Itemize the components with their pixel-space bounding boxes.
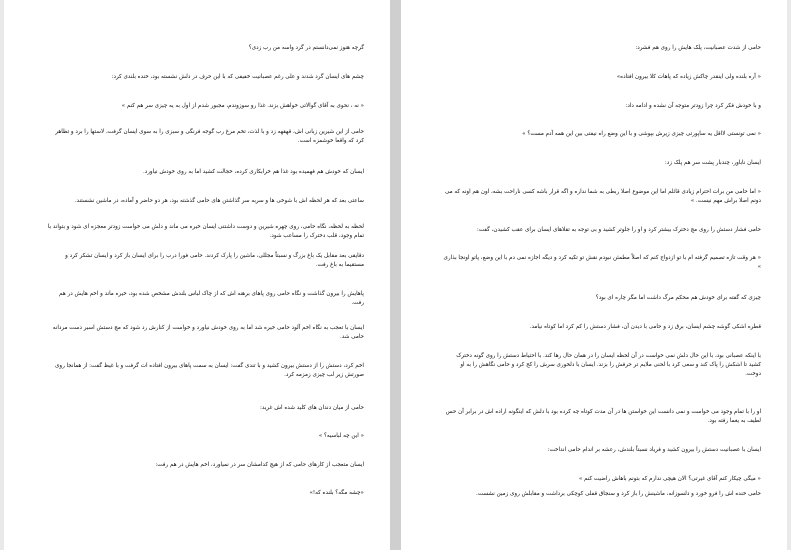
paragraph: ایسان با تعجب به نگاه اخم آلود حامی خیره شد اما به روی خودش نیاورد و خواست از کنارش رد شود که مچ دستش اسیر دست مردانه حامی شد. bbox=[52, 325, 364, 340]
paragraph: قطره اشکی گوشه چشم ایسان، برق زد و حامی با دیدن آن، فشار دستش را کم کرد اما کوتاه نیامد. bbox=[529, 324, 761, 330]
paragraph: « این چه لباسیه؟ » bbox=[318, 433, 364, 439]
paragraph: چشم های ایسان گرد شدند و علی رغم عصبانیت خفیفی که با این حرف در دلش نشسته بود، خنده بلندی کرد: bbox=[111, 74, 364, 80]
paragraph: و با خودش فکر کرد چرا زودتر متوجه آن نشده و ادامه داد: bbox=[625, 103, 761, 109]
paragraph: ایسان متعجب از کارهای حامی که از هیچ کدامشان سر در نمیاورد، اخم هایش در هم رفت: bbox=[155, 462, 364, 468]
paragraph: « میگی چیکار کنم آقای غیرتی؟ الان هیچی ندارم که بتونم باهاش راضیت کنم » bbox=[578, 476, 761, 482]
left-page bbox=[4, 0, 390, 550]
paragraph: حامی از میان دندان های کلید شده اش غرید: bbox=[260, 405, 364, 411]
paragraph: « آره بلنده ولی اینقدر چاکش زیاده که پاهات کلا بیرون افتاده» bbox=[616, 74, 761, 80]
paragraph: لحظه به لحظه، نگاه حامی، روی چهره شیرین و دوست داشتنی ایسان خیره می ماند و دلش می خواست زودتر معجزه ای شود و بتواند با تمام وجود، قلب دخترک را مساعب شود. bbox=[47, 224, 364, 239]
paragraph: دقایقی بعد مقابل یک باغ بزرگ و نسبتاً مجللی، ماشین را پارک کردند. حامی فورا درب را برای ایسان باز کرد و ایسان تشکر کرد و مستقیما به باغ رفت. bbox=[65, 253, 364, 268]
paragraph: چیزی که گفته برای خودش هم محکم مرگ داشت اما مگر چاره ای بود؟ bbox=[595, 295, 761, 301]
paragraph: با اینکه عصبانی بود، با این حال دلش نمی خواست در آن لحظه ایسان را در همان حال رها کند. با احتیاط دستش را روی گونه دخترک کشید تا اشکش را پاک کند و سعی کرد با لحنی ملایم تر حرفش را بزند. ایسان با دلخوری سرش را کج کرد و حامی نگاهش را به او دوخت. bbox=[456, 353, 761, 377]
paragraph: او را با تمام وجود می خواست و نمی دانست این خواستن ها در آن مدت کوتاه چه کرده بود با دلش که اینگونه اراده اش در برابر آن حس لطیف به یغما رفته بود. bbox=[445, 409, 761, 424]
paragraph: اخم کرد، دستش را از دستش بیرون کشید و با تندی گفت: ایسان به سمت پاهای بیرون افتاده ات گرفت و با غیظ گفت: از همانجا روی صورتش زیر لب چیزی زمزمه کرد. bbox=[55, 363, 364, 378]
paragraph: ایسان با عصبانیت دستش را بیرون کشید و فریاد نسبتاً بلندش، رعشه بر اندام حامی انداخت: bbox=[547, 447, 761, 453]
paragraph: حامی از شدت عصبانیت، پلک هایش را روی هم فشرد: bbox=[635, 45, 761, 51]
paragraph: ایسان ناباور، چندبار پشت سر هم پلک زد: bbox=[664, 160, 761, 166]
page-gutter bbox=[390, 0, 401, 550]
right-page bbox=[401, 0, 787, 550]
paragraph: پاهایش را بیرون گذاشت و نگاه حامی روی پاهای برهنه اش که از چاک لباس بلندش مشخص شده بود، خیره ماند و اخم هایش در هم رفت. bbox=[59, 291, 364, 306]
paragraph: « نمی تونستی لااقل یه ساپورتی چیزی زیرش بپوشی و با این وضع راه نیفتی بین این همه آدم مست؟ » bbox=[522, 131, 761, 137]
paragraph: «چشه مگه؟ بلنده که!» bbox=[309, 490, 364, 496]
paragraph: حامی خنده اش را فرو خورد و دلسوزانه، ماشینش را باز کرد و سنجاق قفلی کوچکی برداشت و مقابلش روی زمین نشست. bbox=[476, 491, 761, 497]
paragraph: گرچه هنوز نمی‌دانستم در گرد واسه من رب زدی؟ bbox=[248, 45, 364, 51]
paragraph: « اما حامی من برات احترام زیادی قائلم اما این موضوع اصلا ربطی به شما نداره و اگه قرار باشه کسی ناراحت بشه، اون هم اونه که می دونم اصلا براش مهم نیست. » bbox=[444, 189, 761, 204]
paragraph: ساعتی بعد که هر لحظه اش با شوخی ها و سربه سر گذاشتن های حامی گذشته بود، هر دو حاضر و آماده، در ماشین نشستند. bbox=[74, 198, 364, 204]
paragraph: حامی از این شیرین زبانی اش، قهقهه زد و با لذت، تخم مرغ رب گوجه فرنگی و سبزی را به سوی ایسان گرفت، لاستها را برد و تظاهر کرد که واقعا خوشمزه است. bbox=[55, 129, 364, 144]
paragraph: حامی فشار دستش را روی مچ دخترک بیشتر کرد و او را جلوتر کشید و بی توجه به تقلاهای ایسان برای عقب کشیدن، گفت: bbox=[476, 227, 761, 233]
paragraph: ایسان که خودش هم فهمیده بود غذا هم خرابکاری کرده، خجالت کشید اما به روی خودش نیاورد. bbox=[142, 169, 364, 175]
paragraph: « نه ، نحوی به آقای گوالاتی خواهش بزند. غذا رو سوزوندم، مجبور شدم از اول به یه چیزی سر هم کنم » bbox=[121, 103, 364, 109]
paragraph: « هر وقت تازه تصمیم گرفته ام با تو ازدواج کنم که اصلاً مطمئن نبودم نقش تو تکیه کرد و دیگه اجازه نمی دم با این وضع، پاتو اونجا بذاری » bbox=[443, 255, 761, 270]
